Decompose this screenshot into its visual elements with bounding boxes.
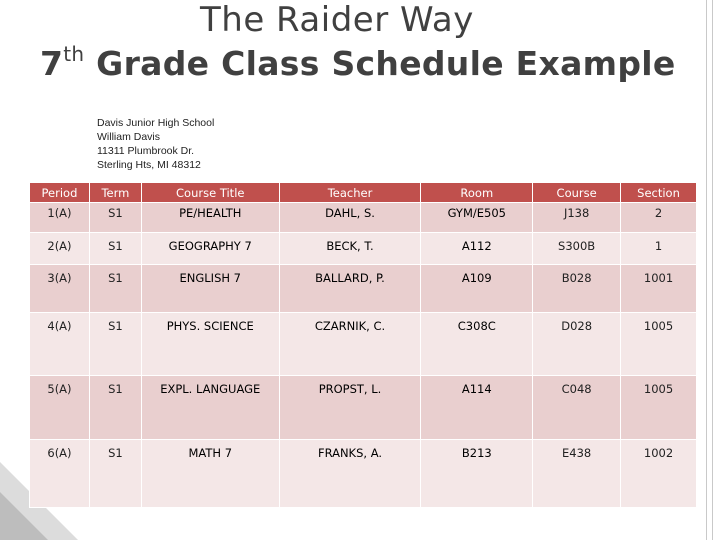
slide-title: The Raider Way bbox=[200, 0, 474, 40]
table-row bbox=[30, 233, 697, 265]
cell-course: C048 bbox=[533, 376, 621, 440]
cell-period: 6(A) bbox=[30, 440, 90, 508]
cell-section: 1005 bbox=[621, 376, 697, 440]
header-course-title: Course Title bbox=[141, 183, 279, 203]
header-teacher: Teacher bbox=[279, 183, 421, 203]
cell-course-title: PHYS. SCIENCE bbox=[141, 313, 279, 376]
cell-term: S1 bbox=[89, 440, 141, 508]
cell-period: 4(A) bbox=[30, 313, 90, 376]
cell-term: S1 bbox=[89, 233, 141, 265]
cell-teacher: BECK, T. bbox=[279, 233, 421, 265]
grade-suffix: th bbox=[63, 42, 85, 66]
slide-subtitle bbox=[40, 42, 676, 83]
table-row bbox=[30, 203, 697, 233]
cell-room: C308C bbox=[421, 313, 533, 376]
cell-teacher: FRANKS, A. bbox=[279, 440, 421, 508]
header-section: Section bbox=[621, 183, 697, 203]
header-room: Room bbox=[421, 183, 533, 203]
header-period: Period bbox=[30, 183, 90, 203]
cell-course: S300B bbox=[533, 233, 621, 265]
student-name: William Davis bbox=[97, 131, 160, 143]
cell-term: S1 bbox=[89, 265, 141, 313]
header-course: Course bbox=[533, 183, 621, 203]
cell-section: 1005 bbox=[621, 313, 697, 376]
cell-section: 2 bbox=[621, 203, 697, 233]
cell-period: 3(A) bbox=[30, 265, 90, 313]
school-name: Davis Junior High School bbox=[97, 117, 215, 129]
cell-section: 1 bbox=[621, 233, 697, 265]
table-row bbox=[30, 313, 697, 376]
school-address-block bbox=[97, 116, 214, 172]
cell-term: S1 bbox=[89, 376, 141, 440]
cell-room: GYM/E505 bbox=[421, 203, 533, 233]
cell-room: B213 bbox=[421, 440, 533, 508]
cell-room: A112 bbox=[421, 233, 533, 265]
cell-course-title: MATH 7 bbox=[141, 440, 279, 508]
cell-section: 1001 bbox=[621, 265, 697, 313]
cell-term: S1 bbox=[89, 313, 141, 376]
cell-room: A114 bbox=[421, 376, 533, 440]
table-row bbox=[30, 376, 697, 440]
cell-course-title: PE/HEALTH bbox=[141, 203, 279, 233]
cell-period: 1(A) bbox=[30, 203, 90, 233]
cell-course: B028 bbox=[533, 265, 621, 313]
cell-teacher: CZARNIK, C. bbox=[279, 313, 421, 376]
schedule-table bbox=[29, 182, 697, 508]
street-address: 11311 Plumbrook Dr. bbox=[97, 145, 195, 157]
cell-course-title: ENGLISH 7 bbox=[141, 265, 279, 313]
cell-course-title: EXPL. LANGUAGE bbox=[141, 376, 279, 440]
border-line bbox=[706, 0, 707, 540]
header-term: Term bbox=[89, 183, 141, 203]
cell-period: 5(A) bbox=[30, 376, 90, 440]
cell-course-title: GEOGRAPHY 7 bbox=[141, 233, 279, 265]
cell-course: D028 bbox=[533, 313, 621, 376]
subtitle-text: Grade Class Schedule Example bbox=[84, 44, 676, 83]
table-header-row bbox=[30, 183, 697, 203]
cell-period: 2(A) bbox=[30, 233, 90, 265]
cell-section: 1002 bbox=[621, 440, 697, 508]
cell-teacher: PROPST, L. bbox=[279, 376, 421, 440]
cell-room: A109 bbox=[421, 265, 533, 313]
table-row bbox=[30, 265, 697, 313]
cell-teacher: DAHL, S. bbox=[279, 203, 421, 233]
cell-course: J138 bbox=[533, 203, 621, 233]
city-state-zip: Sterling Hts, MI 48312 bbox=[97, 159, 201, 171]
cell-course: E438 bbox=[533, 440, 621, 508]
table-row bbox=[30, 440, 697, 508]
cell-term: S1 bbox=[89, 203, 141, 233]
border-line bbox=[712, 0, 713, 540]
cell-teacher: BALLARD, P. bbox=[279, 265, 421, 313]
grade-number: 7 bbox=[40, 44, 64, 83]
